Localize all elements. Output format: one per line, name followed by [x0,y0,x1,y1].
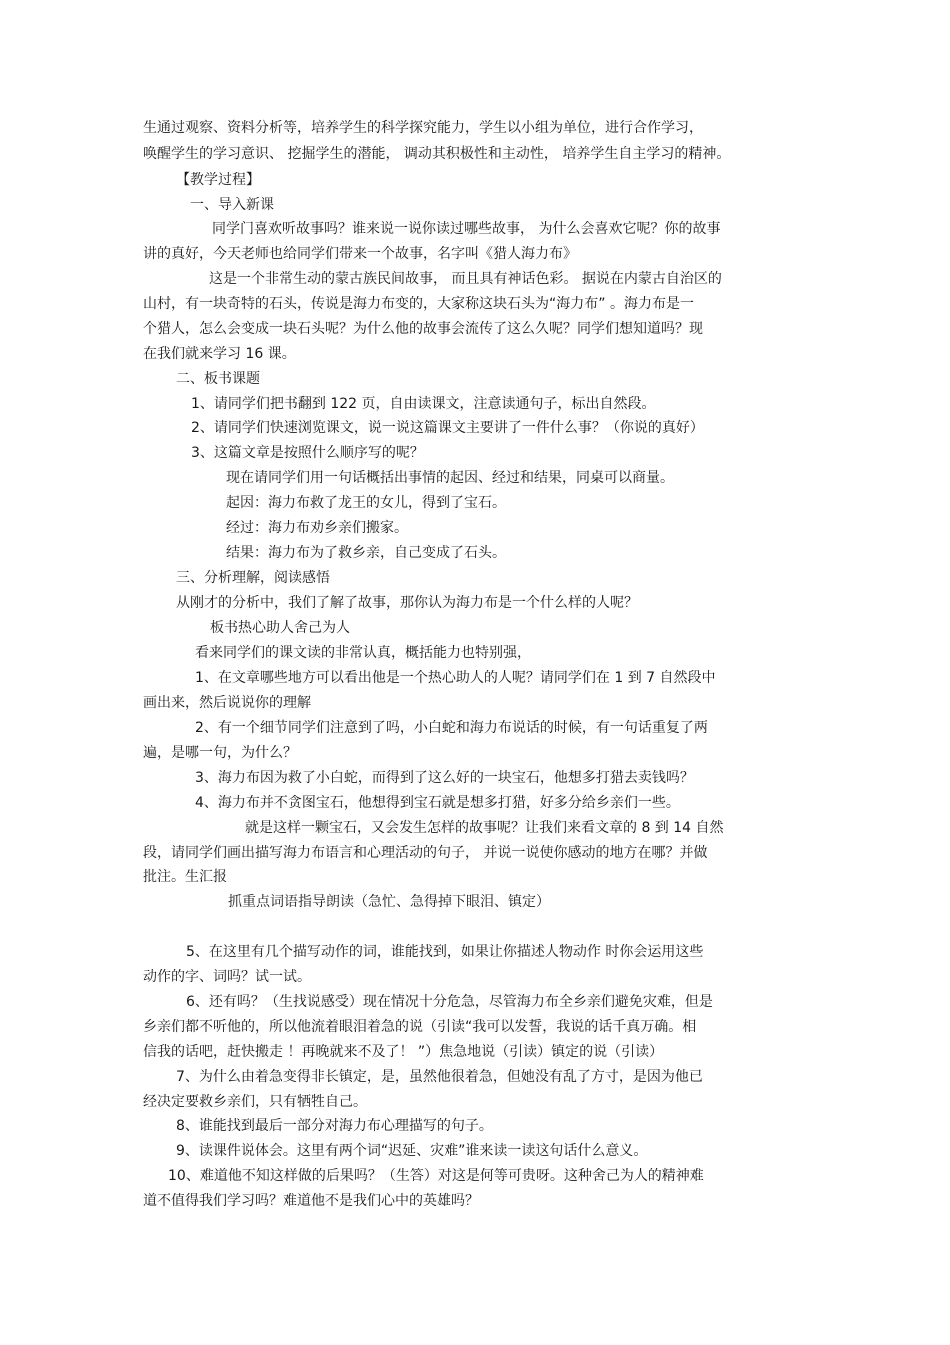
text-line: 4、海力布并不贪图宝石，他想得到宝石就是想多打猎，好多分给乡亲们一些。 [195,795,680,811]
text-line: 批注。生汇报 [143,869,227,885]
text-line: 板书热心助人舍己为人 [210,620,350,636]
section-heading: 一、导入新课 [190,197,274,213]
text-line: 结果：海力布为了救乡亲，自己变成了石头。 [226,545,506,561]
text-line: 山村，有一块奇特的石头，传说是海力布变的，大家称这块石头为“海力布” 。海力布是一 [143,296,694,312]
text-line: 5、在这里有几个描写动作的词，谁能找到，如果让你描述人物动作 时你会运用这些 [186,944,704,960]
text-line: 9、读课件说体会。这里有两个词“迟延、灾难”谁来读一读这句话什么意义。 [176,1143,648,1159]
text-line: 唤醒学生的学习意识、 挖掘学生的潜能， 调动其积极性和主动性， 培养学生自主学习的精神。 [143,146,731,162]
text-line: 个猎人，怎么会变成一块石头呢？为什么他的故事会流传了这么久呢？同学们想知道吗？现 [143,321,703,337]
text-line: 道不值得我们学习吗？难道他不是我们心中的英雄吗？ [143,1193,479,1209]
text-line: 3、这篇文章是按照什么顺序写的呢？ [191,445,424,461]
text-line: 7、为什么由着急变得非长镇定，是，虽然他很着急，但她没有乱了方寸，是因为他已 [176,1069,703,1085]
text-line: 3、海力布因为救了小白蛇，而得到了这么好的一块宝石，他想多打猎去卖钱吗？ [195,770,694,786]
text-line: 10、难道他不知这样做的后果吗？（生答）对这是何等可贵呀。这种舍己为人的精神难 [168,1168,704,1184]
text-line: 2、请同学们快速浏览课文，说一说这篇课文主要讲了一件什么事？（你说的真好） [191,420,704,436]
section-heading: 三、分析理解，阅读感悟 [176,570,330,586]
text-line: 讲的真好，今天老师也给同学们带来一个故事，名字叫《猎人海力布》 [143,246,577,262]
text-line: 从刚才的分析中，我们了解了故事，那你认为海力布是一个什么样的人呢？ [176,595,638,611]
text-line: 看来同学们的课文读的非常认真，概括能力也特别强， [195,645,531,661]
text-line: 同学门喜欢听故事吗？谁来说一说你读过哪些故事， 为什么会喜欢它呢？你的故事 [212,221,721,237]
text-line: 信我的话吧，赶快搬走 ！再晚就来不及了！ ”）焦急地说（引读）镇定的说（引读） [143,1044,664,1060]
section-heading: 【教学过程】 [176,172,260,188]
text-line: 2、有一个细节同学们注意到了吗，小白蛇和海力布说话的时候，有一句话重复了两 [195,720,708,736]
text-line: 1、请同学们把书翻到 122 页，自由读课文，注意读通句子，标出自然段。 [191,396,656,412]
text-line: 抓重点词语指导朗读（急忙、急得掉下眼泪、镇定） [228,894,550,910]
text-line: 乡亲们都不听他的，所以他流着眼泪着急的说（引读“我可以发誓，我说的话千真万确。相 [143,1019,697,1035]
text-line: 这是一个非常生动的蒙古族民间故事， 而且具有神话色彩。 据说在内蒙古自治区的 [209,271,722,287]
text-line: 遍，是哪一句，为什么？ [143,745,297,761]
text-line: 段，请同学们画出描写海力布语言和心理活动的句子， 并说一说使你感动的地方在哪？并做 [143,845,708,861]
text-line: 生通过观察、资料分析等，培养学生的科学探究能力，学生以小组为单位，进行合作学习， [143,120,703,136]
text-line: 1、在文章哪些地方可以看出他是一个热心助人的人呢？请同学们在 1 到 7 自然段中 [195,670,716,686]
text-line: 画出来，然后说说你的理解 [143,695,311,711]
text-line: 6、还有吗？（生找说感受）现在情况十分危急，尽管海力布全乡亲们避免灾难，但是 [186,994,713,1010]
text-line: 就是这样一颗宝石，又会发生怎样的故事呢？让我们来看文章的 8 到 14 自然 [245,820,724,836]
text-line: 经过：海力布劝乡亲们搬家。 [226,520,408,536]
text-line: 现在请同学们用一句话概括出事情的起因、经过和结果，同桌可以商量。 [226,470,674,486]
section-heading: 二、板书课题 [176,371,260,387]
text-line: 起因：海力布救了龙王的女儿，得到了宝石。 [226,495,506,511]
text-line: 动作的字、词吗？试一试。 [143,969,311,985]
text-line: 在我们就来学习 16 课。 [143,346,296,362]
text-line: 经决定要救乡亲们，只有牺牲自己。 [143,1094,367,1110]
text-line: 8、谁能找到最后一部分对海力布心理描写的句子。 [176,1118,493,1134]
